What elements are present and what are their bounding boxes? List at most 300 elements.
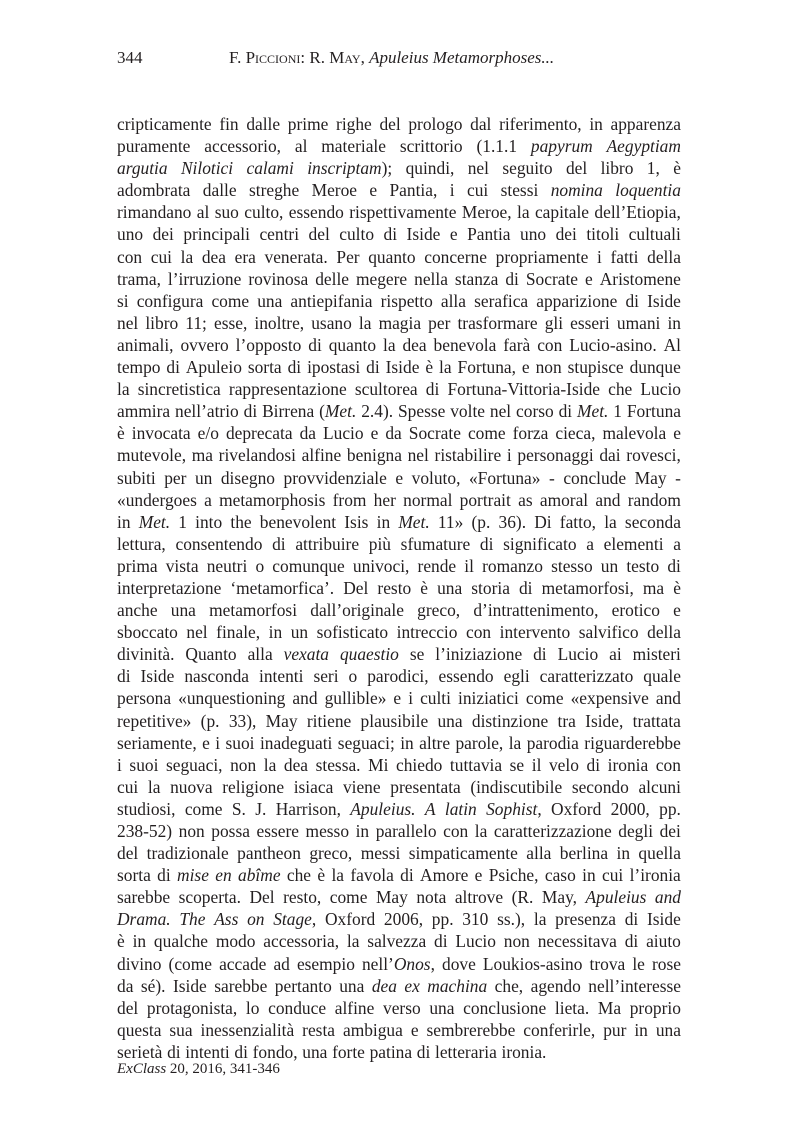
word: e [410,1019,419,1040]
word: S. [231,798,246,819]
word: si [117,290,129,311]
text-line [117,268,681,290]
word: 2.4). [361,401,394,422]
word: come [184,798,223,819]
word: la [346,931,360,952]
text-line [117,113,681,135]
word: nel [407,445,429,466]
author-initial: F. [229,48,246,67]
word: stesso [551,555,593,576]
word: di [667,555,681,576]
word: intenti [259,666,304,687]
word: cui [117,776,139,797]
body-paragraph [117,113,681,1063]
text-line [117,710,681,732]
running-head-title [229,46,554,70]
word: scrittorio [399,136,463,157]
word: il [464,555,474,576]
word: non [503,931,530,952]
word: Fortuna [626,401,681,422]
word: è [117,931,125,952]
book-title: Apuleius Metamorphoses... [369,48,555,67]
word: essendo [438,666,494,687]
word: presentata [390,776,461,797]
word: Met. [577,401,609,422]
word: 2000, [610,798,650,819]
word: her [373,489,396,510]
word: stanza [454,268,499,289]
word: ammira [117,401,171,422]
word: dell’Etiopia, [594,202,681,223]
word: sarebbe [214,975,268,996]
word: accessorio, [204,136,282,157]
word: Lucio [557,644,599,665]
word: rose [651,953,681,974]
word: and [655,688,681,709]
word: viene [342,776,381,797]
word: con [466,622,492,643]
word: divinità. [117,644,175,665]
text-line [117,665,681,687]
word: scultorea [354,379,418,400]
word: di [416,1041,431,1062]
word: «unquestioning [178,688,286,709]
word: libro [145,312,179,333]
word: and [292,688,318,709]
word: caratterizzato [539,666,634,687]
word: Oxford [324,909,376,930]
word: Birrena [262,401,315,422]
word: la [117,379,130,400]
word: di [558,401,573,422]
word: quaestio [339,644,399,665]
word: secondo [571,776,629,797]
word: in [400,732,414,753]
word: misteri [632,644,681,665]
text-line [117,975,681,997]
word: dea [283,754,309,775]
word: la [533,909,547,930]
word: salvifico [578,622,639,643]
word: benigna [346,445,402,466]
word: una [429,997,455,1018]
word: alfine [334,997,375,1018]
word: Socrate [408,423,461,444]
word: random [627,489,681,510]
word: (come [168,953,212,974]
word: se [509,754,525,775]
word: dei [555,224,577,245]
word: uno [520,224,547,245]
word: sé). [140,975,166,996]
word: religione [222,776,285,797]
text-line [117,997,681,1019]
word: possa [211,821,250,841]
word: rappresentazione [228,379,347,400]
text-line [117,511,681,533]
word: (Met. [319,401,357,422]
word: Psiche, [488,865,539,886]
word: cultuali [628,224,681,245]
word: degli [618,821,654,841]
word: del [117,997,139,1018]
word: un [194,467,213,488]
word: 310 [462,909,489,930]
word: sorta [117,865,151,886]
word: messi [360,843,401,864]
word: «expensive [570,688,649,709]
word: di [117,666,131,687]
word: fondo, [252,1041,298,1062]
journal-footer [117,1059,280,1079]
word: una [655,1019,681,1040]
text-line [117,864,681,886]
word: righe [336,114,372,134]
word: sboccato [117,622,178,643]
word: venerata. [264,246,328,267]
word: intenti [185,1041,230,1062]
word: è [317,865,326,886]
text-line [117,732,681,754]
word: usano [311,312,352,333]
word: in [117,511,131,532]
text-line [117,687,681,709]
text-line [117,135,681,157]
word: per [164,467,187,488]
word: necessitava [537,931,617,952]
word: da [385,423,402,444]
word: della [647,622,681,643]
word: dea [402,334,427,355]
word: del [565,158,588,179]
word: di [157,865,171,886]
word: favola [350,865,394,886]
word: storia [471,577,510,598]
word: da [299,423,316,444]
word: rispettivamente [349,202,457,223]
word: intervento [499,622,571,643]
word: Meroe [311,180,357,201]
word: la [517,202,530,223]
word: più [368,533,391,554]
word: seguaci; [337,732,395,753]
word: scoperta. [178,887,241,908]
word: tempo [117,357,161,378]
word: non [178,821,205,841]
word: verso [383,997,421,1018]
word: di [624,931,639,952]
word: e [585,268,593,289]
word: nel [489,401,512,422]
text-line [117,842,681,864]
word: Nilotici [180,158,234,179]
word: Spesse [397,401,446,422]
word: e [393,688,402,709]
word: 2006, [383,909,424,930]
word: studiosi, [117,798,176,819]
text-line [117,467,681,489]
word: corso [516,401,554,422]
word: Sophist, [486,798,542,819]
word: Lucio [640,379,681,400]
word: delle [315,268,349,289]
word: culto, [244,202,284,223]
word: un [600,555,619,576]
word: come [525,688,564,709]
word: dal [470,114,492,134]
word: into [195,511,223,532]
word: da [117,975,134,996]
word: i [596,246,602,267]
word: dea [201,246,226,267]
word: intreccio [396,622,458,643]
word: nel [467,158,489,179]
word: Oxford [551,798,602,819]
word: Lucio [323,423,364,444]
running-header [117,46,681,70]
word: la [508,732,522,753]
word: cieca, [555,423,596,444]
word: di [533,644,547,665]
word: Iside, [585,710,624,731]
word: con [117,246,143,267]
word: uno [117,224,144,245]
word: alcuni [638,776,681,797]
word: May, [541,887,577,908]
word: attribuire [295,533,360,554]
word: antiepifania [290,290,373,311]
word: nell’interesse [588,975,681,996]
word: gullible» [324,688,387,709]
word: Iside [140,666,175,687]
word: quanto [368,246,416,267]
word: abîme [238,865,281,886]
word: animali, [117,334,174,355]
word: principali [183,224,250,245]
word: una [170,600,196,621]
word: prologo [408,114,463,134]
word: qualche [153,931,208,952]
word: ipostasi [307,357,361,378]
word: Aegyptiam [606,136,681,157]
word: deprecata [225,423,293,444]
word: erotico [611,600,660,621]
word: 11» [437,511,464,532]
word: nella [414,268,448,289]
word: Iside [647,290,681,311]
word: e [395,467,404,488]
word: configura [136,290,204,311]
text-line [117,312,681,334]
word: di [383,224,398,245]
word: non [230,754,257,775]
word: rovinosa [248,268,309,289]
word: dall’originale [310,600,404,621]
word: Quanto [185,644,237,665]
word: «Fortuna» [468,467,541,488]
word: fatti [610,246,639,267]
word: quale [643,666,681,687]
word: univoci, [352,555,410,576]
word: culti [420,688,451,709]
word: pur [603,1019,627,1040]
word: voluto, [411,467,461,488]
word: l’ironia [629,865,681,886]
word: (indiscutibile [470,776,563,797]
word: e [673,600,681,621]
word: dai [599,445,621,466]
word: ritiene [306,710,352,731]
word: titoli [586,224,620,245]
word: benevolent [259,511,337,532]
word: romanzo [482,555,543,576]
word: seconda [624,511,681,532]
word: en [215,865,232,886]
word: alla [247,644,273,665]
word: l’iniziazione [435,644,523,665]
word: alla [440,290,466,311]
word: adombrata [117,180,191,201]
word: il [531,754,542,775]
word: in [268,622,283,643]
word: chiedo [395,754,443,775]
word: Apuleio [185,357,242,378]
word: comunque [272,555,345,576]
word: altrove [454,887,504,908]
word: in [132,931,147,952]
word: sincretistica [137,379,221,400]
comma: , [360,48,370,67]
word: rovesci, [626,445,681,466]
word: conferirle, [523,1019,596,1040]
word: di [624,909,639,930]
word: Apuleius. [350,798,416,819]
word: protagonista, [146,997,238,1018]
word: della [647,246,681,267]
text-line [117,643,681,665]
word: dei [659,821,681,841]
word: esse, [213,312,248,333]
word: parodia [526,732,579,753]
word: Per [336,246,360,267]
word: salvezza [367,931,427,952]
word: a [204,489,212,510]
word: vista [165,555,199,576]
word: (p. [471,511,491,532]
word: isiaca [293,776,334,797]
word: Al [663,334,681,355]
word: con [443,821,469,841]
word: l’opposto [235,334,302,355]
word: Pantia [467,224,511,245]
word: nell’atrio [175,401,239,422]
word: on [247,909,265,930]
text-line [117,246,681,268]
word: invocata [131,423,191,444]
word: personaggi [517,445,594,466]
separator: : R. [300,48,330,67]
word: - [675,467,681,488]
word: la [604,511,617,532]
text-line [117,378,681,400]
word: riferimento, [499,114,582,134]
word: subiti [117,467,156,488]
word: quanto [328,334,377,355]
word: metamorfosi, [541,577,634,598]
word: argutia [117,158,168,179]
word: Harrison, [275,798,341,819]
word: è [117,423,125,444]
word: trasformare [457,312,538,333]
word: trattata [632,710,681,731]
word: inessenzialità [200,1019,295,1040]
word: la [263,754,277,775]
word: concerne [424,246,487,267]
word: amoral [539,489,589,510]
word: con [655,754,681,775]
text-line [117,223,681,245]
word: con [537,334,563,355]
word: cui [601,865,624,886]
word: caso [544,865,576,886]
text-line [117,798,681,820]
word: una [257,290,283,311]
word: una [437,710,463,731]
word: quindi, [405,158,455,179]
word: farà [503,334,531,355]
word: distinzione [471,710,549,731]
word: o [255,555,265,576]
word: ma [642,577,665,598]
word: 11; [185,312,207,333]
word: Fortuna-Vittoria-Iside [447,379,600,400]
word: finale, [216,622,261,643]
word: era [234,246,256,267]
word: - [549,467,555,488]
word: conclusione [463,997,547,1018]
word: tuttavia [449,754,503,775]
word: i [408,688,414,709]
word: suo [214,202,239,223]
text-line [117,533,681,555]
word: resto, [283,887,322,908]
word: portrait [459,489,511,510]
word: che [286,865,312,886]
word: megere [355,268,408,289]
text-line [117,356,681,378]
word: A [424,798,436,819]
word: in [634,1019,648,1040]
text-line [117,908,681,930]
text-line [117,201,681,223]
word: Fortuna, [457,357,516,378]
word: cui [150,246,173,267]
word: e [449,224,458,245]
word: conclude [563,467,627,488]
word: la [383,334,396,355]
word: sfumature [400,533,471,554]
word: cripticamente [117,114,212,134]
word: Amore [420,865,469,886]
text-line [117,400,681,422]
text-line [117,157,681,179]
word: in [667,312,681,333]
word: seguito [502,158,553,179]
word: plausibile [360,710,429,731]
word: mise [177,865,209,886]
word: Del [249,887,275,908]
word: un [290,622,309,643]
